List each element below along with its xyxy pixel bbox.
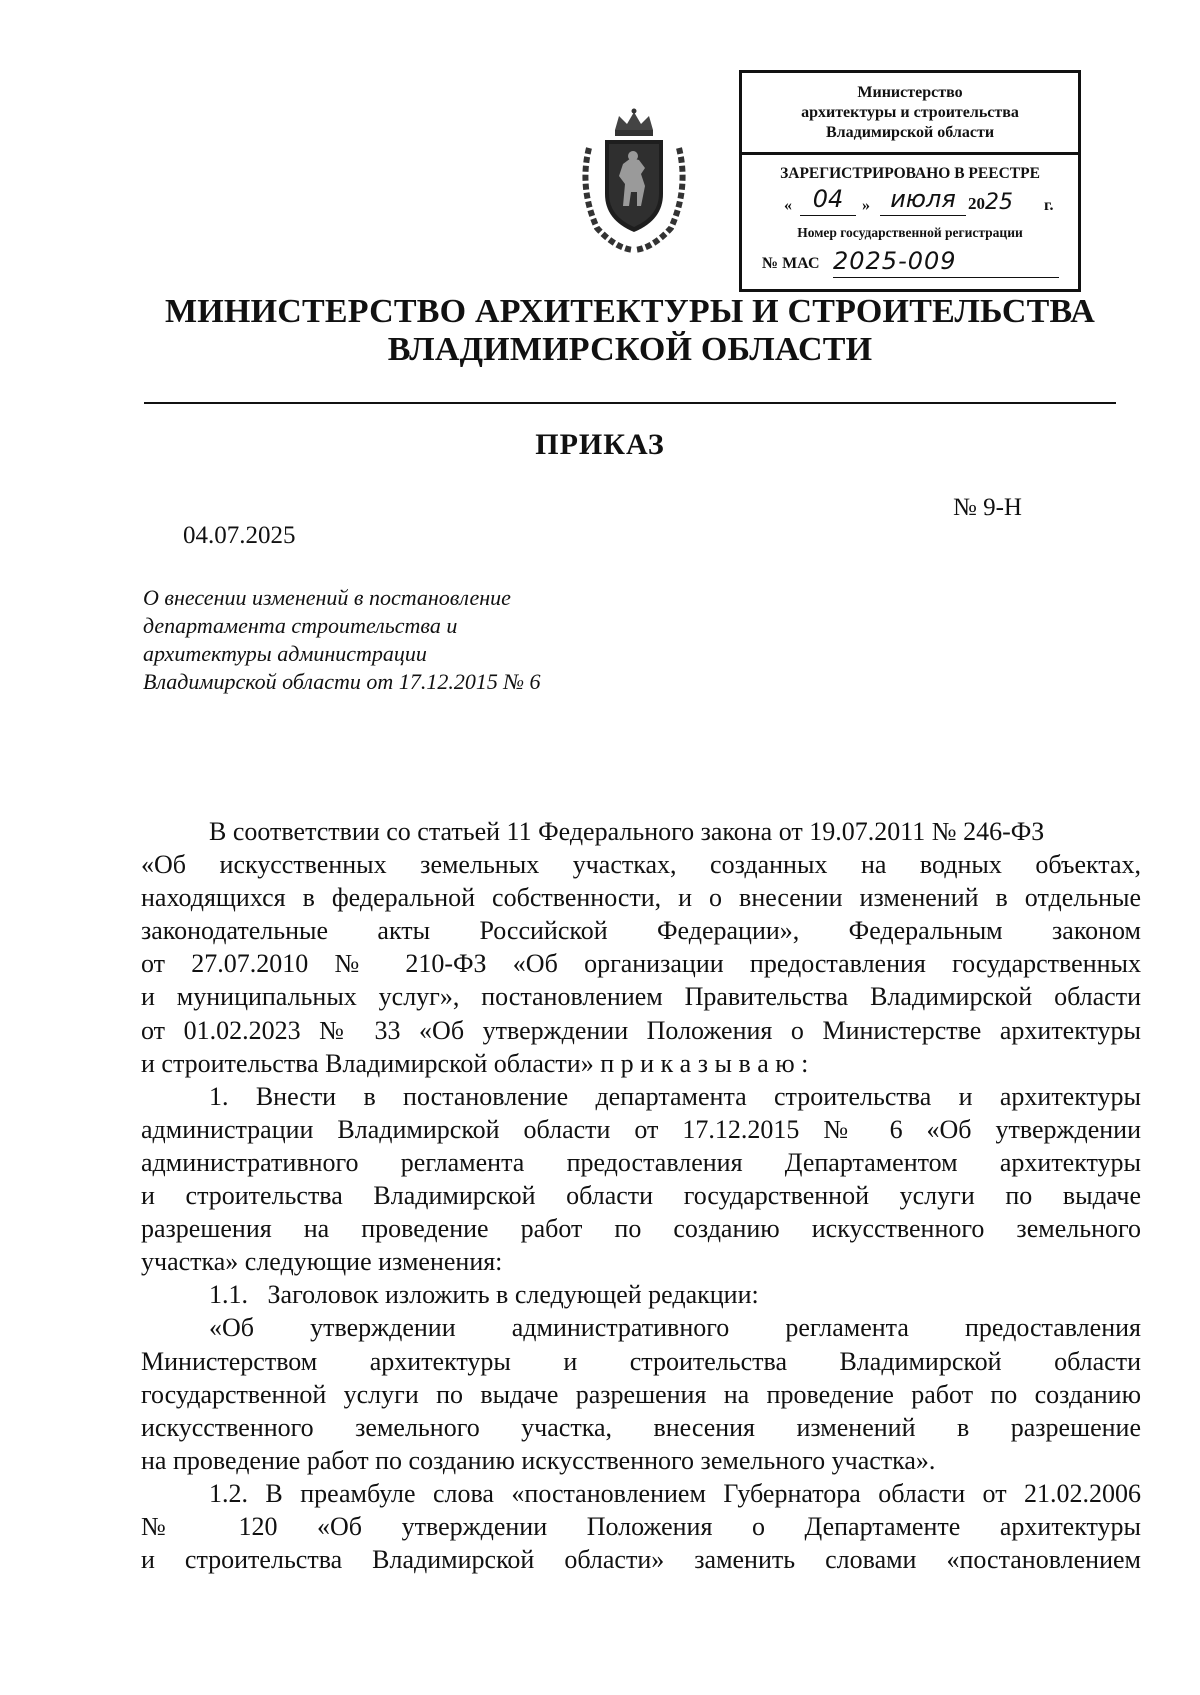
- stamp-date: [742, 185, 1078, 219]
- document-subject: [143, 584, 703, 696]
- stamp-registered-label: ЗАРЕГИСТРИРОВАНО В РЕЕСТРЕ: [780, 165, 1040, 182]
- body-line: № 120 «Об утверждении Положения о Департаменте архитектуры: [141, 1511, 1141, 1541]
- body-line: от 27.07.2010 № 210-ФЗ «Об организации предоставления государственных: [141, 949, 1141, 979]
- body-line: 1.2. В преамбуле слова «постановлением Губернатора области от 21.02.2006: [209, 1478, 1141, 1508]
- stamp-year: [968, 190, 1013, 215]
- body-line: государственной услуги по выдаче разрешения на проведение работ по созданию: [141, 1379, 1141, 1409]
- body-line: «Об искусственных земельных участках, созданных на водных объектах,: [141, 850, 1141, 880]
- stamp-org-line: Министерство: [857, 84, 963, 101]
- body-line: администрации Владимирской области от 17.12.2015 № 6 «Об утверждении: [141, 1114, 1141, 1144]
- registration-stamp: [739, 70, 1081, 292]
- body-line: искусственного земельного участка, внесения изменений в разрешение: [141, 1412, 1141, 1442]
- body-line: и строительства Владимирской области государственной услуги по выдаче: [141, 1181, 1141, 1211]
- ministry-title-line2: ВЛАДИМИРСКОЙ ОБЛАСТИ: [387, 331, 873, 368]
- body-line: 1.1. Заголовок изложить в следующей редакции:: [209, 1280, 759, 1310]
- body-line: В соответствии со статьей 11 Федерального закона от 19.07.2011 № 246-ФЗ: [209, 817, 1045, 846]
- body-line: «Об утверждении административного регламента предоставления: [209, 1313, 1141, 1343]
- body-line: законодательные акты Российской Федерации», Федеральным законом: [141, 916, 1141, 946]
- subject-line: О внесении изменений в постановление: [143, 585, 511, 610]
- stamp-reg-number-label: Номер государственной регистрации: [797, 225, 1023, 240]
- stamp-quote-close: »: [862, 197, 870, 214]
- body-line: Министерством архитектуры и строительства Владимирской области: [141, 1346, 1141, 1376]
- stamp-reg-number: [742, 245, 1078, 279]
- stamp-reg-number-handwritten: 2025-009: [833, 247, 1059, 278]
- body-line: участка» следующие изменения:: [141, 1247, 503, 1277]
- body-line: от 01.02.2023 № 33 «Об утверждении Положения о Министерстве архитектуры: [141, 1015, 1141, 1045]
- document-type-title: ПРИКАЗ: [535, 428, 665, 461]
- stamp-org-line: Владимирской области: [825, 124, 995, 141]
- stamp-year-suffix: г.: [1044, 197, 1054, 214]
- document-body: [141, 815, 1141, 1576]
- stamp-month-handwritten: июля: [880, 185, 966, 216]
- header-divider: [144, 402, 1116, 404]
- subject-line: Владимирской области от 17.12.2015 № 6: [143, 669, 541, 694]
- ministry-title-line1: МИНИСТЕРСТВО АРХИТЕКТУРЫ И СТРОИТЕЛЬСТВА: [164, 293, 1096, 330]
- body-line: и строительства Владимирской области» заменить словами «постановлением: [141, 1545, 1141, 1575]
- stamp-org-line: архитектуры и строительства: [801, 104, 1019, 121]
- body-line: на проведение работ по созданию искусственного земельного участка».: [141, 1445, 936, 1475]
- body-line: 1. Внести в постановление департамента строительства и архитектуры: [209, 1081, 1141, 1111]
- body-line: и строительства Владимирской области» п р и к а з ы в а ю :: [141, 1048, 809, 1078]
- stamp-year-prefix: 20: [968, 194, 985, 213]
- document-date: 04.07.2025: [183, 522, 296, 549]
- stamp-day-handwritten: 04: [800, 185, 856, 216]
- body-line: находящихся в федеральной собственности, и о внесении изменений в отдельные: [141, 883, 1141, 913]
- stamp-year-handwritten: 25: [985, 190, 1013, 215]
- stamp-reg-number-prefix: № МАС: [762, 255, 820, 272]
- document-number: № 9-Н: [953, 494, 1022, 521]
- stamp-quote-open: «: [784, 197, 792, 214]
- subject-line: архитектуры администрации: [143, 641, 427, 666]
- coat-of-arms-icon: [575, 108, 693, 258]
- subject-line: департамента строительства и: [143, 613, 458, 638]
- body-line: и муниципальных услуг», постановлением Правительства Владимирской области: [141, 982, 1141, 1012]
- body-line: разрешения на проведение работ по созданию искусственного земельного: [141, 1214, 1141, 1244]
- body-line: административного регламента предоставления Департаментом архитектуры: [141, 1147, 1141, 1177]
- stamp-organization: [742, 73, 1078, 155]
